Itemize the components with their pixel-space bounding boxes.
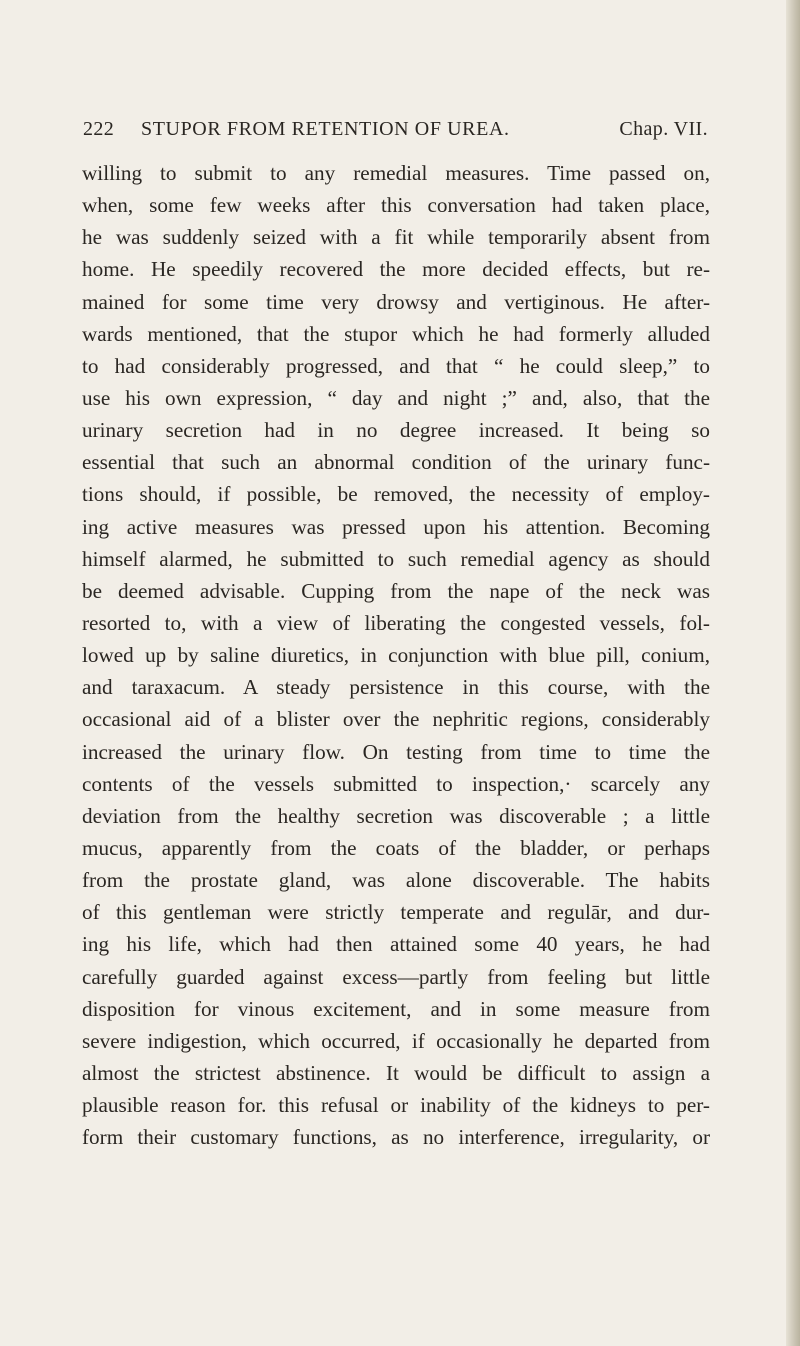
text-line: home. He speedily recovered the more decided effects, but re- <box>82 257 710 282</box>
page-number: 222 <box>83 118 115 140</box>
text-line: ing active measures was pressed upon his attention. Becoming <box>82 514 710 539</box>
text-line: mained for some time very drowsy and vertiginous. He after- <box>82 289 710 314</box>
text-line: mucus, apparently from the coats of the bladder, or perhaps <box>82 835 710 860</box>
text-line: from the prostate gland, was alone discoverable. The habits <box>82 868 710 893</box>
chapter-label: Chap. VII. <box>619 118 708 140</box>
text-line: essential that such an abnormal condition of the urinary func- <box>82 450 710 475</box>
text-line: severe indigestion, which occurred, if occasionally he departed from <box>82 1028 710 1053</box>
text-line: disposition for vinous excitement, and in some measure from <box>82 996 710 1021</box>
text-line: wards mentioned, that the stupor which he had formerly alluded <box>82 321 710 346</box>
running-title: STUPOR FROM RETENTION OF UREA. <box>141 118 510 140</box>
text-line: of this gentleman were strictly temperate and regulār, and dur- <box>82 900 710 925</box>
text-line: be deemed advisable. Cupping from the nape of the neck was <box>82 578 710 603</box>
text-line: tions should, if possible, be removed, the necessity of employ- <box>82 482 710 507</box>
text-line: himself alarmed, he submitted to such remedial agency as should <box>82 546 710 571</box>
text-line: willing to submit to any remedial measures. Time passed on, <box>82 161 710 185</box>
page-edge-shadow <box>786 0 800 1346</box>
text-line: resorted to, with a view of liberating the congested vessels, fol- <box>82 610 710 635</box>
text-line: occasional aid of a blister over the nephritic regions, considerably <box>82 707 710 732</box>
text-line: when, some few weeks after this conversation had taken place, <box>82 193 710 218</box>
text-line: increased the urinary flow. On testing from time to time the <box>82 739 710 764</box>
text-line: use his own expression, “ day and night ;” and, also, that the <box>82 385 710 410</box>
text-line: carefully guarded against excess—partly from feeling but little <box>82 964 710 989</box>
text-line: almost the strictest abstinence. It would be difficult to assign a <box>82 1060 710 1085</box>
text-line: ing his life, which had then attained some 40 years, he had <box>82 932 710 957</box>
text-line: plausible reason for. this refusal or inability of the kidneys to per- <box>82 1093 710 1118</box>
text-line: to had considerably progressed, and that “ he could sleep,” to <box>82 353 710 378</box>
text-line: lowed up by saline diuretics, in conjunction with blue pill, conium, <box>82 643 710 668</box>
text-line: urinary secretion had in no degree increased. It being so <box>82 418 710 443</box>
body-text <box>82 157 710 1153</box>
text-line: contents of the vessels submitted to inspection,· scarcely any <box>82 771 710 796</box>
text-line: deviation from the healthy secretion was discoverable ; a little <box>82 803 710 828</box>
text-line: form their customary functions, as no interference, irregularity, or <box>82 1125 710 1150</box>
page-header <box>83 118 708 150</box>
text-line: he was suddenly seized with a fit while temporarily absent from <box>82 225 710 250</box>
text-line: and taraxacum. A steady persistence in this course, with the <box>82 675 710 700</box>
